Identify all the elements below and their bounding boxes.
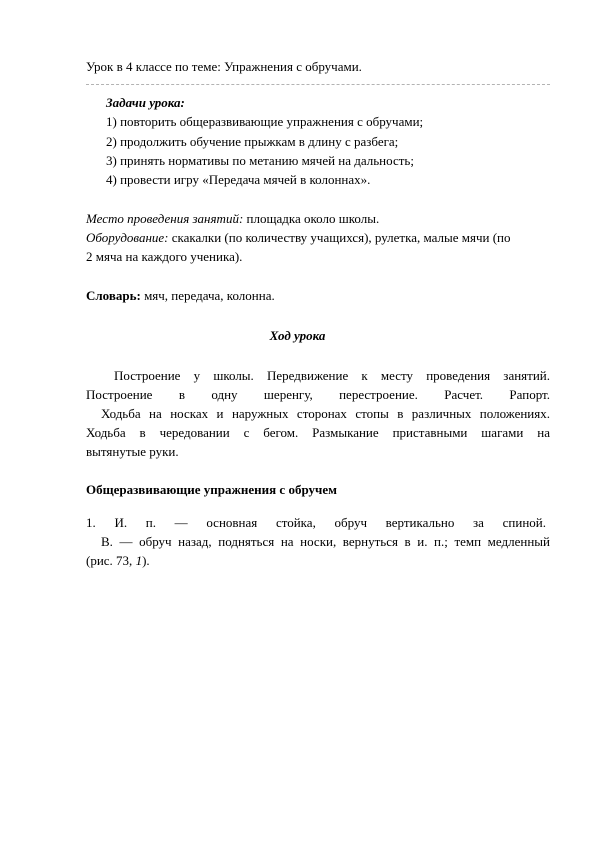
exercise-line-figure-ref [86,552,150,570]
equipment-label: Оборудование: [86,230,169,245]
task-item: 1) повторить общеразвивающие упражнения с обручами; [106,114,424,129]
place-value: площадка около школы. [243,211,380,226]
dashed-divider [86,84,550,85]
document-title: Урок в 4 классе по теме: Упражнения с обручами. [86,59,362,74]
place-line [86,210,379,228]
place-label: Место проведения занятий: [86,211,244,226]
lesson-heading: Ход урока [269,328,326,343]
intro-line: Ходьба в чередовании с бегом. Размыкание приставными шагами на [86,425,550,440]
figure-ref-prefix: (рис. 73, [86,553,136,568]
task-item: 2) продолжить обучение прыжкам в длину с разбега; [106,134,399,149]
intro-line: Построение в одну шеренгу, перестроение. Расчет. Рапорт. [86,387,550,402]
exercise-heading: Общеразвивающие упражнения с обручем [86,482,337,497]
exercise-line: 1. И. п. — основная стойка, обруч вертикально за спиной. [86,515,546,530]
intro-line: Построение у школы. Передвижение к месту проведения занятий. [114,368,550,383]
equipment-continuation: 2 мяча на каждого ученика). [86,249,243,264]
exercise-line: В. — обруч назад, подняться на носки, вернуться в и. п.; темп медленный [101,534,550,549]
figure-ref-number: 1 [135,553,143,568]
vocabulary-value: мяч, передача, колонна. [140,288,275,303]
figure-ref-suffix: ). [142,553,150,568]
task-item: 3) принять нормативы по метанию мячей на дальность; [106,153,414,168]
tasks-heading: Задачи урока: [106,95,185,110]
vocabulary-line [86,287,275,305]
intro-line: Ходьба на носках и наружных сторонах стопы в различных положениях. [101,406,550,421]
intro-line: вытянутые руки. [86,444,179,459]
equipment-value: скакалки (по количеству учащихся), рулетка, малые мячи (по [168,230,511,245]
task-item: 4) провести игру «Передача мячей в колоннах». [106,172,371,187]
vocabulary-label: Словарь: [86,288,141,303]
equipment-line [86,229,510,247]
